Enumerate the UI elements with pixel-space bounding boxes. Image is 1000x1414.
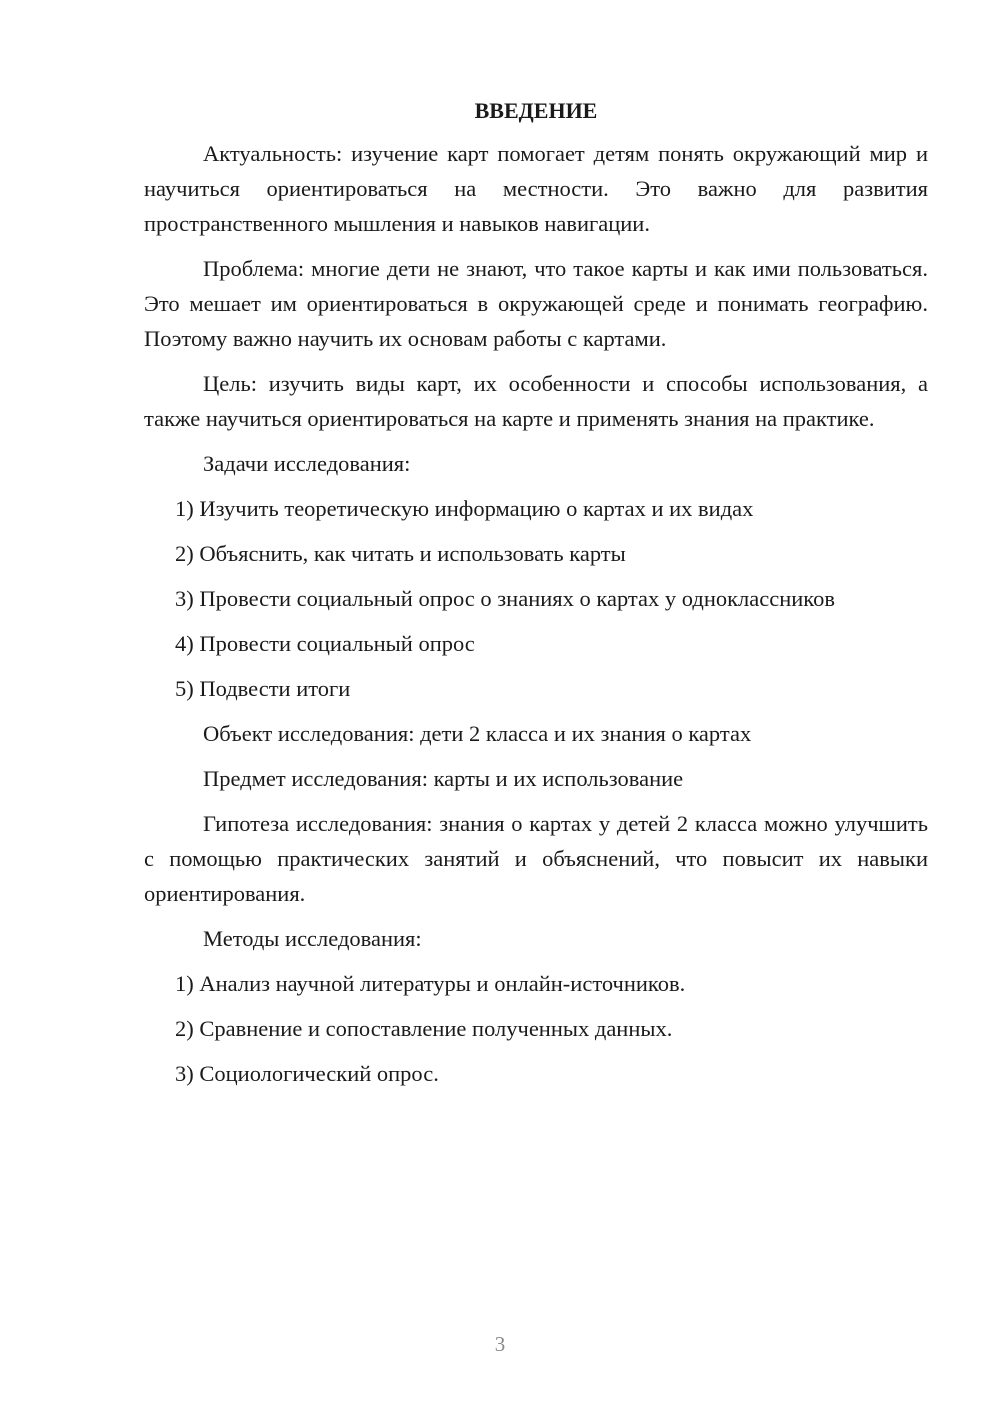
problem-paragraph: Проблема: многие дети не знают, что такое карты и как ими пользоваться. Это мешает им ориентироваться в окружающей среде и понимать географию. Поэтому важно научить их основам работы с картами. [144, 256, 928, 351]
tasks-heading: Задачи исследования: [203, 451, 411, 476]
list-item: 4) Провести социальный опрос [175, 631, 475, 656]
relevance-paragraph: Актуальность: изучение карт помогает детям понять окружающий мир и научиться ориентироваться на местности. Это важно для развития пространственного мышления и навыков навигации. [144, 141, 928, 236]
goal-paragraph: Цель: изучить виды карт, их особенности и способы использования, а также научиться ориентироваться на карте и применять знания на практике. [144, 371, 928, 431]
section-title: ВВЕДЕНИЕ [474, 98, 598, 123]
list-item: 2) Объяснить, как читать и использовать карты [175, 541, 626, 566]
methods-list [144, 966, 928, 1091]
tasks-list [144, 491, 928, 706]
methods-heading: Методы исследования: [203, 926, 422, 951]
list-item: 3) Социологический опрос. [175, 1061, 439, 1086]
object-line: Объект исследования: дети 2 класса и их знания о картах [203, 721, 752, 746]
list-item: 2) Сравнение и сопоставление полученных данных. [175, 1016, 673, 1041]
hypothesis-paragraph: Гипотеза исследования: знания о картах у детей 2 класса можно улучшить с помощью практических занятий и объяснений, что повысит их навыки ориентирования. [144, 811, 928, 906]
subject-line: Предмет исследования: карты и их использование [203, 766, 684, 791]
list-item: 1) Изучить теоретическую информацию о картах и их видах [175, 496, 754, 521]
list-item: 5) Подвести итоги [175, 676, 351, 701]
page-number: 3 [494, 1332, 506, 1356]
page-content [144, 96, 928, 1101]
list-item: 1) Анализ научной литературы и онлайн-источников. [175, 971, 686, 996]
list-item: 3) Провести социальный опрос о знаниях о картах у одноклассников [175, 586, 835, 611]
